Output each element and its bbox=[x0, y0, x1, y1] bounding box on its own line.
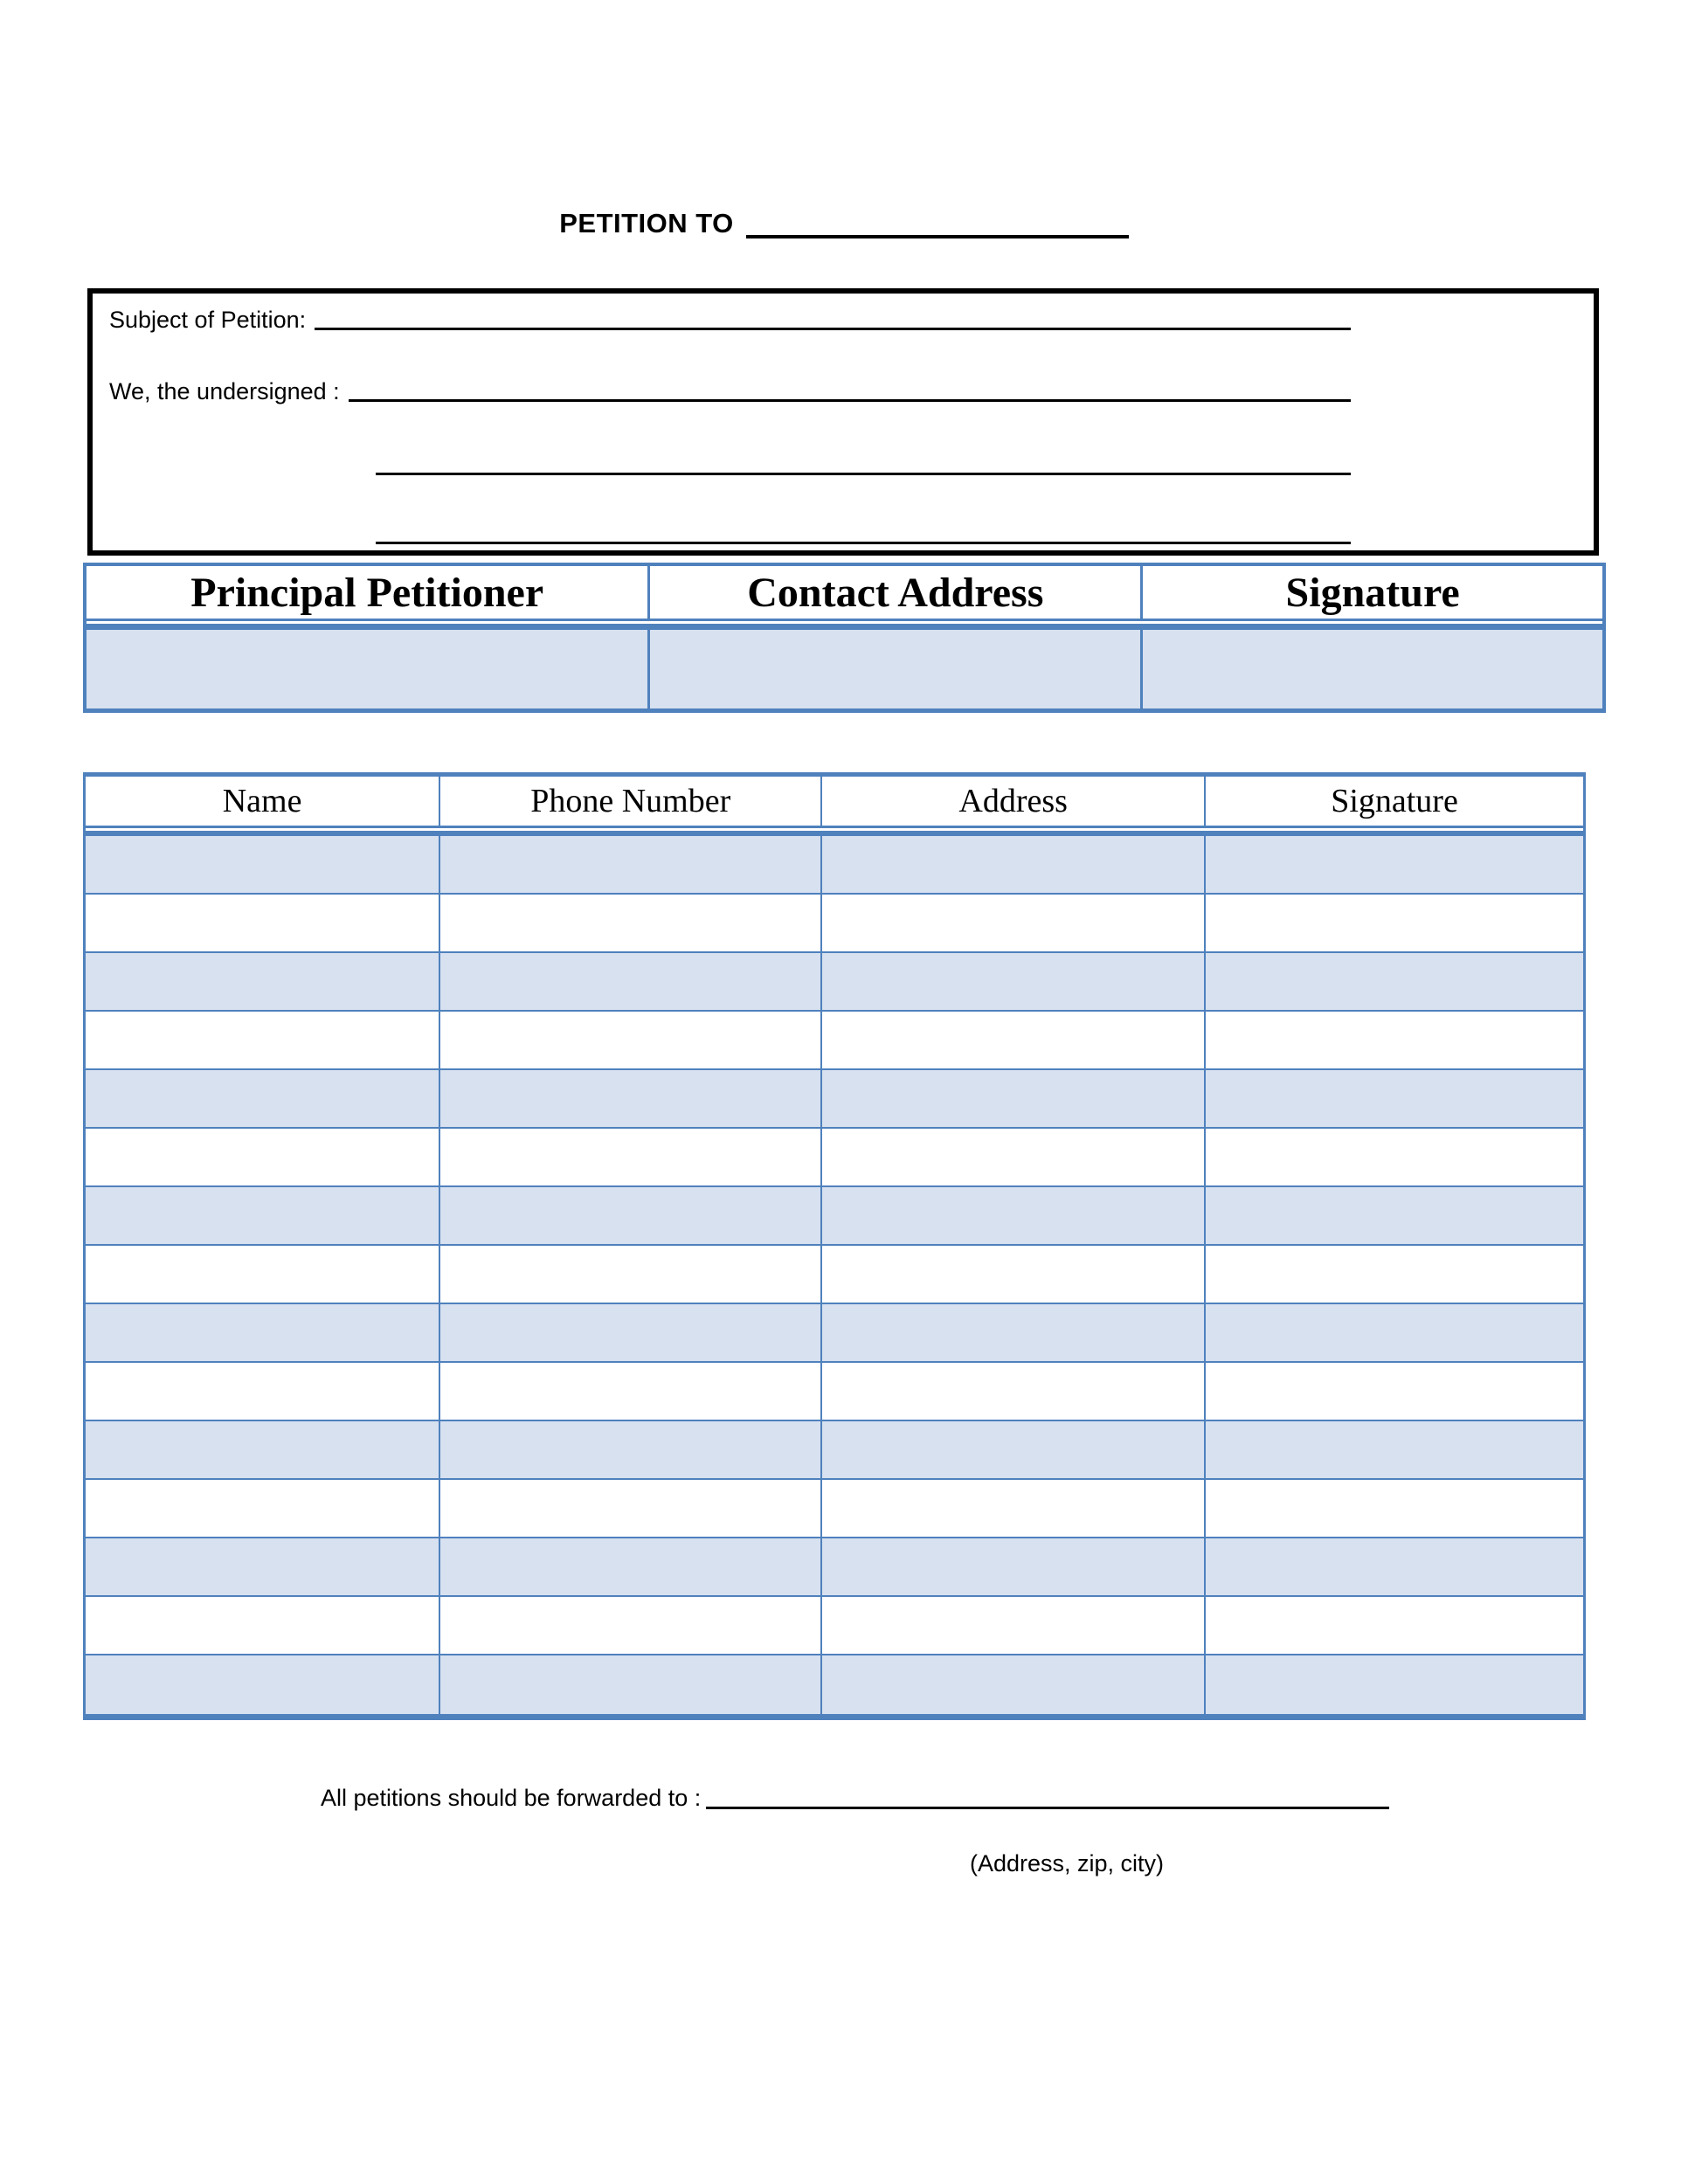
table-cell-blank[interactable] bbox=[86, 1421, 440, 1478]
table-cell-blank[interactable] bbox=[822, 1480, 1206, 1537]
table-cell-blank[interactable] bbox=[1206, 1480, 1583, 1537]
column-header-principal-petitioner: Principal Petitioner bbox=[86, 566, 650, 619]
table-cell-blank[interactable] bbox=[1206, 1538, 1583, 1595]
table-cell-blank[interactable] bbox=[86, 1655, 440, 1714]
table-cell-blank[interactable] bbox=[1206, 895, 1583, 951]
table-cell-blank[interactable] bbox=[440, 895, 822, 951]
table-cell-blank[interactable] bbox=[440, 1012, 822, 1068]
principal-table-header-row bbox=[86, 566, 1602, 619]
column-header-signature: Signature bbox=[1285, 569, 1460, 616]
table-row bbox=[86, 630, 1602, 708]
table-cell-blank[interactable] bbox=[440, 953, 822, 1010]
table-cell-blank[interactable] bbox=[1206, 1187, 1583, 1244]
header-divider bbox=[86, 619, 1602, 630]
address-hint: (Address, zip, city) bbox=[969, 1850, 1165, 1876]
table-cell-blank[interactable] bbox=[650, 630, 1143, 708]
header-divider bbox=[86, 826, 1583, 836]
table-cell-blank[interactable] bbox=[86, 1480, 440, 1537]
table-row bbox=[86, 895, 1583, 953]
forward-to-blank-line[interactable] bbox=[706, 1806, 1389, 1809]
table-cell-blank[interactable] bbox=[86, 836, 440, 893]
table-cell-blank[interactable] bbox=[440, 1538, 822, 1595]
table-cell-blank[interactable] bbox=[1206, 1129, 1583, 1185]
signatures-table bbox=[83, 772, 1586, 1720]
undersigned-blank-line[interactable] bbox=[349, 398, 1351, 402]
page-title-label: PETITION TO bbox=[559, 208, 734, 238]
table-row bbox=[86, 1597, 1583, 1655]
forward-to-label: All petitions should be forwarded to : bbox=[321, 1785, 702, 1811]
table-cell-blank[interactable] bbox=[440, 1597, 822, 1654]
forward-to-row bbox=[321, 1782, 1389, 1814]
table-row bbox=[86, 953, 1583, 1012]
signatures-table-body bbox=[86, 836, 1583, 1714]
table-cell-blank[interactable] bbox=[440, 1129, 822, 1185]
page-title bbox=[0, 208, 1688, 239]
table-cell-blank[interactable] bbox=[440, 1246, 822, 1303]
petition-subject-box bbox=[87, 288, 1599, 556]
table-cell-blank[interactable] bbox=[440, 1070, 822, 1127]
table-cell-blank[interactable] bbox=[1206, 953, 1583, 1010]
table-cell-blank[interactable] bbox=[86, 1129, 440, 1185]
table-cell-blank[interactable] bbox=[86, 1597, 440, 1654]
table-cell-blank[interactable] bbox=[440, 1421, 822, 1478]
table-cell-blank[interactable] bbox=[86, 1363, 440, 1420]
table-cell-blank[interactable] bbox=[86, 895, 440, 951]
table-row bbox=[86, 1070, 1583, 1129]
table-row bbox=[86, 1480, 1583, 1538]
table-cell-blank[interactable] bbox=[1206, 1304, 1583, 1361]
table-cell-blank[interactable] bbox=[822, 1187, 1206, 1244]
column-header-phone-number: Phone Number bbox=[440, 777, 822, 826]
table-cell-blank[interactable] bbox=[440, 836, 822, 893]
blank-line[interactable] bbox=[376, 472, 1351, 475]
table-cell-blank[interactable] bbox=[440, 1480, 822, 1537]
table-cell-blank[interactable] bbox=[440, 1304, 822, 1361]
table-cell-blank[interactable] bbox=[1143, 630, 1602, 708]
table-cell-blank[interactable] bbox=[822, 1129, 1206, 1185]
subject-blank-line[interactable] bbox=[315, 327, 1351, 330]
blank-line[interactable] bbox=[376, 541, 1351, 544]
subject-label: Subject of Petition: bbox=[109, 307, 307, 333]
column-header-name: Name bbox=[86, 777, 440, 826]
table-row bbox=[86, 1012, 1583, 1070]
table-cell-blank[interactable] bbox=[822, 1070, 1206, 1127]
table-cell-blank[interactable] bbox=[1206, 1363, 1583, 1420]
table-cell-blank[interactable] bbox=[86, 1304, 440, 1361]
table-row bbox=[86, 1187, 1583, 1246]
table-cell-blank[interactable] bbox=[822, 895, 1206, 951]
table-cell-blank[interactable] bbox=[822, 1655, 1206, 1714]
table-cell-blank[interactable] bbox=[1206, 1070, 1583, 1127]
table-cell-blank[interactable] bbox=[822, 836, 1206, 893]
undersigned-field-row bbox=[109, 376, 1351, 407]
table-cell-blank[interactable] bbox=[1206, 1421, 1583, 1478]
table-row bbox=[86, 1246, 1583, 1304]
column-header-contact-address: Contact Address bbox=[650, 566, 1143, 619]
column-header-address: Address bbox=[822, 777, 1206, 826]
table-cell-blank[interactable] bbox=[1206, 1597, 1583, 1654]
table-cell-blank[interactable] bbox=[1206, 836, 1583, 893]
table-cell-blank[interactable] bbox=[86, 630, 650, 708]
table-row bbox=[86, 1129, 1583, 1187]
table-cell-blank[interactable] bbox=[822, 1304, 1206, 1361]
table-cell-blank[interactable] bbox=[822, 1363, 1206, 1420]
column-header-signature: Signature bbox=[1331, 783, 1458, 819]
table-cell-blank[interactable] bbox=[440, 1655, 822, 1714]
table-cell-blank[interactable] bbox=[86, 1246, 440, 1303]
table-cell-blank[interactable] bbox=[822, 1538, 1206, 1595]
table-row bbox=[86, 1655, 1583, 1714]
subject-field-row bbox=[109, 304, 1351, 335]
table-cell-blank[interactable] bbox=[1206, 1246, 1583, 1303]
petition-to-blank-line[interactable] bbox=[746, 234, 1129, 238]
table-cell-blank[interactable] bbox=[822, 1421, 1206, 1478]
table-cell-blank[interactable] bbox=[1206, 1655, 1583, 1714]
signatures-table-header-row bbox=[86, 777, 1583, 826]
table-row bbox=[86, 1363, 1583, 1421]
table-cell-blank[interactable] bbox=[822, 1597, 1206, 1654]
table-row bbox=[86, 1421, 1583, 1480]
table-cell-blank[interactable] bbox=[1206, 1012, 1583, 1068]
table-row bbox=[86, 836, 1583, 895]
table-cell-blank[interactable] bbox=[822, 1012, 1206, 1068]
table-cell-blank[interactable] bbox=[86, 1187, 440, 1244]
table-cell-blank[interactable] bbox=[440, 1363, 822, 1420]
table-row bbox=[86, 1538, 1583, 1597]
undersigned-label: We, the undersigned : bbox=[109, 378, 340, 404]
principal-table-body bbox=[86, 630, 1602, 708]
table-cell-blank[interactable] bbox=[86, 953, 440, 1010]
table-cell-blank[interactable] bbox=[86, 1012, 440, 1068]
table-cell-blank[interactable] bbox=[822, 953, 1206, 1010]
principal-petitioner-table bbox=[83, 563, 1606, 713]
table-cell-blank[interactable] bbox=[440, 1187, 822, 1244]
table-cell-blank[interactable] bbox=[86, 1538, 440, 1595]
table-cell-blank[interactable] bbox=[822, 1246, 1206, 1303]
table-row bbox=[86, 1304, 1583, 1363]
table-cell-blank[interactable] bbox=[86, 1070, 440, 1127]
